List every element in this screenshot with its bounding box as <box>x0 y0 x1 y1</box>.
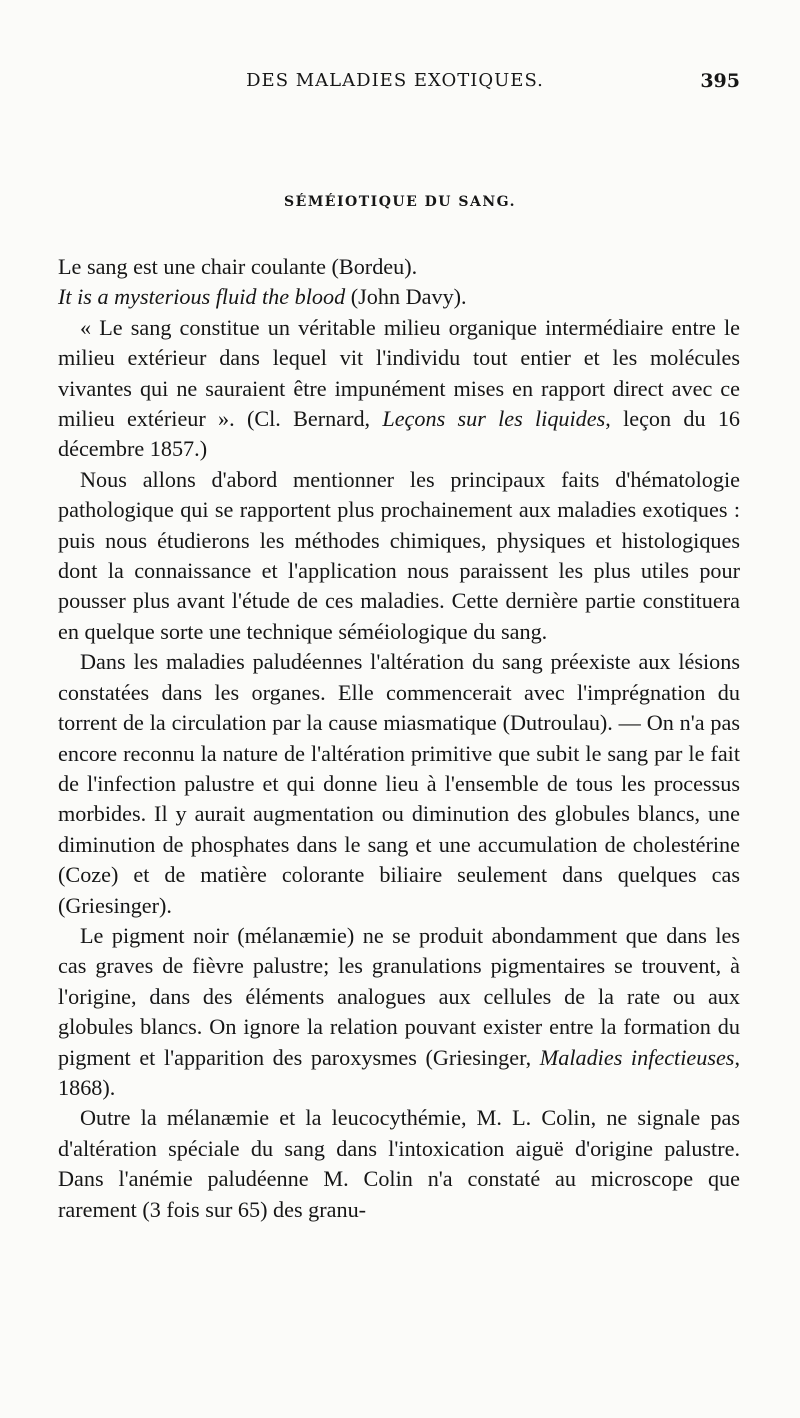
paragraph-paludeennes: Dans les maladies paludéennes l'altération du sang préexiste aux lésions constatées dans les organes. Elle commencerait avec l'imprégnation du torrent de la circulation par la cause miasmatique (Dutroulau). — On n'a pas encore reconnu la nature de l'altération primitive que subit le sang par le fait de l'infection palustre et qui donne lieu à l'ensemble de tous les processus morbides. Il y aurait augmentation ou diminution des globules blancs, une diminution de phosphates dans le sang et une accumulation de cholestérine (Coze) et de matière colorante biliaire seulement dans quelques cas (Griesinger). <box>58 649 740 918</box>
paragraph-bernard-quote <box>58 313 740 465</box>
epigraph-davy <box>58 282 740 312</box>
epigraph-bordeu: Le sang est une chair coulante (Bordeu). <box>58 254 418 279</box>
epigraph-attribution: (John Davy). <box>345 284 467 310</box>
paragraph-plan: Nous allons d'abord mentionner les principaux faits d'hématologie pathologique qui se rapportent plus prochainement aux maladies exotiques : puis nous étudierons les méthodes chimiques, physiques et histologiques dont la connaissance et l'application nous paraissent les plus utiles pour pousser plus avant l'étude de ces maladies. Cette dernière partie constituera en quelque sorte une technique séméiologique du sang. <box>58 466 740 644</box>
section-title: SÉMÉIOTIQUE DU SANG. <box>284 194 516 210</box>
epigraph-quote: It is a mysterious fluid the blood <box>58 284 346 310</box>
paragraph-text: Le pigment noir (mélanæmie) ne se produit abondamment que dans les cas graves de fièvre palustre; les granulations pigmentaires se trouvent, à l'origine, dans des éléments analogues aux cellules de la rate ou aux globules blancs. On ignore la relation pouvant exister entre la formation du pigment et l'apparition des paroxysmes (Griesinger, <box>58 922 740 1070</box>
paragraph-text: « Le sang constitue un véritable milieu organique intermédiaire entre le milieu extérieur dans lequel vit l'individu tout entier et les molécules vivantes qui ne sauraient être impunément mises en rapport direct avec ce milieu extérieur ». (Cl. Bernard, <box>58 314 740 432</box>
paragraph-pigment <box>58 921 740 1103</box>
page-number: 395 <box>700 70 740 92</box>
body-text <box>58 252 740 1225</box>
paragraph-text: , leçon du 16 décembre 1857.) <box>58 406 741 462</box>
book-title: Leçons sur les liquides <box>382 406 606 432</box>
running-title: DES MALADIES EXOTIQUES. <box>246 70 544 91</box>
page-header <box>50 70 740 100</box>
paragraph-text: , 1868). <box>58 1044 740 1100</box>
book-title: Maladies infectieuses <box>539 1044 735 1070</box>
paragraph-colin: Outre la mélanæmie et la leucocythémie, M. L. Colin, ne signale pas d'altération spéciale du sang dans l'intoxication aiguë d'origine palustre. Dans l'anémie paludéenne M. Colin n'a constaté au microscope que rarement (3 fois sur 65) des granu- <box>58 1105 740 1222</box>
